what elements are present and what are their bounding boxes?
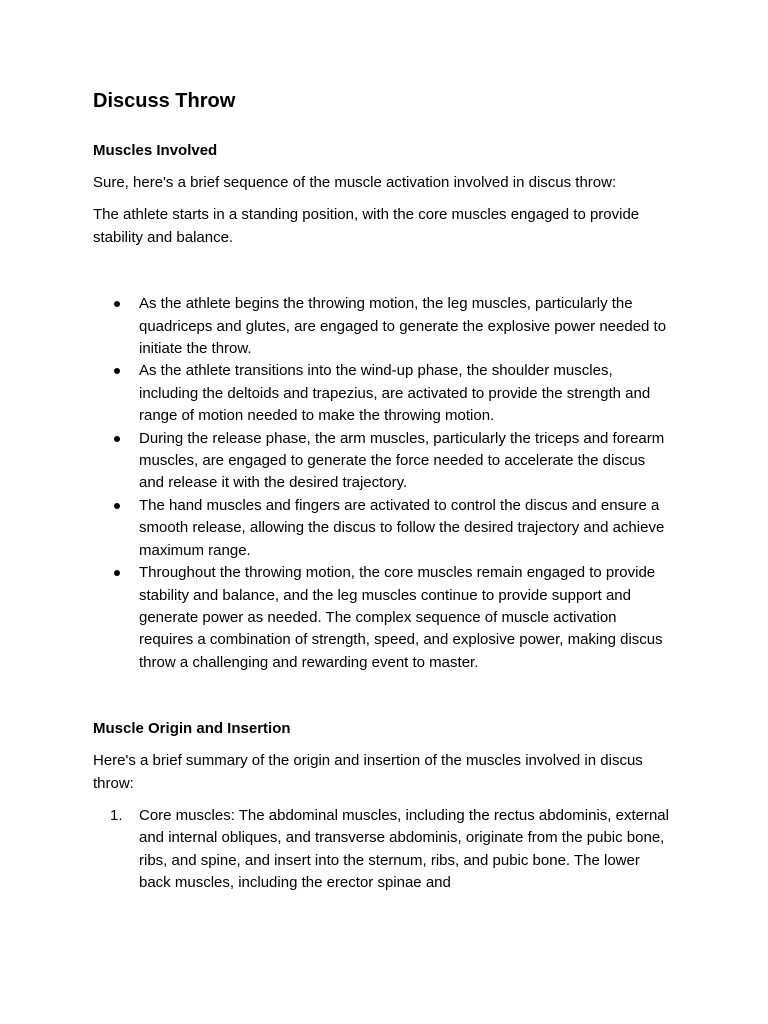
list-item-text: As the athlete begins the throwing motion, the leg muscles, particularly the quadriceps and glutes, are engaged to generate the explosive power needed to initiate the throw.: [139, 295, 667, 358]
list-item-text: As the athlete transitions into the wind-up phase, the shoulder muscles, including the deltoids and trapezius, are activated to provide the strength and range of motion needed to make the throwing motion.: [139, 362, 651, 425]
section-heading-muscle-origin-insertion: Muscle Origin and Insertion: [93, 720, 291, 738]
page-title: Discuss Throw: [93, 90, 236, 112]
intro-paragraph: Sure, here's a brief sequence of the muscle activation involved in discus throw:: [93, 174, 617, 191]
list-item: [139, 428, 674, 495]
bullet-icon: [114, 436, 120, 442]
list-item-text: Core muscles: The abdominal muscles, including the rectus abdominis, external and internal obliques, and transverse abdominis, originate from the pubic bone, ribs, and spine, and insert into the sternum, ribs, and pubic bone. The lower back muscles, including the erector spinae and: [139, 806, 669, 892]
section-heading-muscles-involved: Muscles Involved: [93, 142, 218, 159]
list-item-number: 1.: [110, 806, 123, 824]
list-item: [110, 805, 674, 895]
list-item: [139, 562, 674, 674]
bullet-icon: [114, 368, 120, 374]
bullet-icon: [114, 301, 120, 307]
origin-insertion-list: [93, 805, 674, 895]
list-item-text: Throughout the throwing motion, the core muscles remain engaged to provide stability and balance, and the leg muscles continue to provide support and generate power as needed. The complex sequence of muscle activation requires a combination of strength, speed, and explosive power, making discus throw a challenging and rewarding event to master.: [139, 564, 663, 671]
muscle-activation-list: [93, 293, 674, 674]
list-item: [139, 293, 674, 360]
list-item-text: During the release phase, the arm muscles, particularly the triceps and forearm muscles, are engaged to generate the force needed to accelerate the discus and release it with the desired trajectory.: [139, 429, 665, 492]
bullet-icon: [114, 570, 120, 576]
list-item-text: The hand muscles and fingers are activated to control the discus and ensure a smooth release, allowing the discus to follow the desired trajectory and achieve maximum range.: [139, 496, 665, 559]
bullet-icon: [114, 503, 120, 509]
start-paragraph: The athlete starts in a standing position, with the core muscles engaged to provide stability and balance.: [93, 206, 640, 246]
list-item: [139, 495, 674, 562]
list-item: [139, 360, 674, 427]
summary-paragraph: Here's a brief summary of the origin and insertion of the muscles involved in discus throw:: [93, 752, 643, 792]
